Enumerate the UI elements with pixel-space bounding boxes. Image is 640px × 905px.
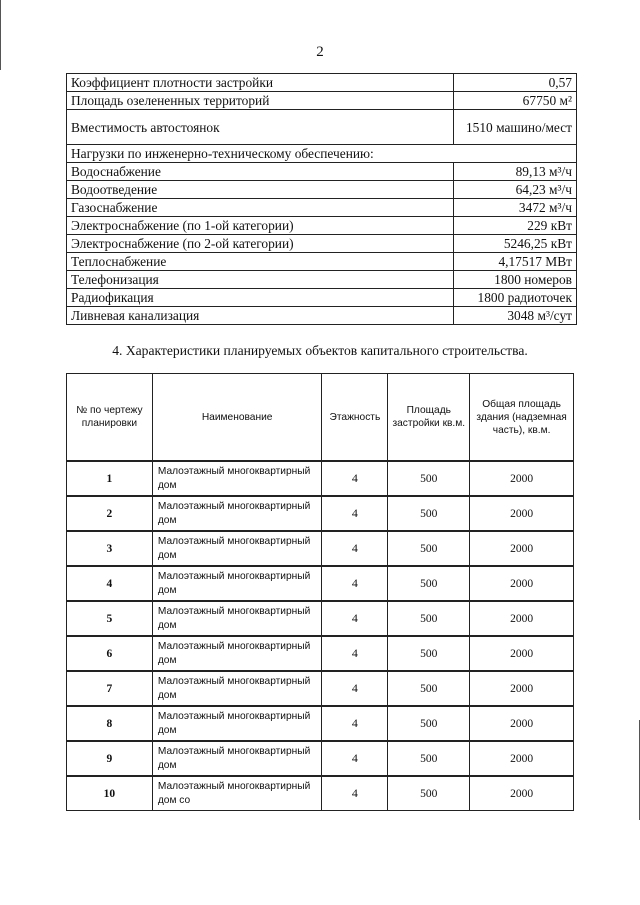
table-row (67, 706, 574, 741)
indicator-label: Водоотведение (67, 181, 454, 199)
row-floors: 4 (322, 601, 388, 636)
row-footprint: 500 (388, 601, 470, 636)
row-total-area: 2000 (470, 531, 574, 566)
indicator-value: 1800 радиоточек (454, 289, 577, 307)
indicator-value: 64,23 м³/ч (454, 181, 577, 199)
objects-table (66, 373, 574, 811)
row-footprint: 500 (388, 461, 470, 496)
row-footprint: 500 (388, 671, 470, 706)
indicator-row (67, 199, 577, 217)
row-floors: 4 (322, 566, 388, 601)
indicator-value: 0,57 (454, 74, 577, 92)
indicator-label: Радиофикация (67, 289, 454, 307)
row-footprint: 500 (388, 706, 470, 741)
row-floors: 4 (322, 741, 388, 776)
row-number: 7 (67, 671, 153, 706)
indicator-value: 229 кВт (454, 217, 577, 235)
indicator-row (67, 145, 577, 163)
header-total-area: Общая площадь здания (надземная часть), кв.м. (470, 374, 574, 462)
table-row (67, 636, 574, 671)
indicators-table (66, 73, 577, 325)
row-name: Малоэтажный многоквартирный дом (152, 566, 322, 601)
row-name: Малоэтажный многоквартирный дом (152, 671, 322, 706)
row-total-area: 2000 (470, 741, 574, 776)
header-number: № по чертежу планировки (67, 374, 153, 462)
indicator-row (67, 289, 577, 307)
header-name: Наименование (152, 374, 322, 462)
row-name: Малоэтажный многоквартирный дом (152, 741, 322, 776)
indicator-value: 1800 номеров (454, 271, 577, 289)
header-floors: Этажность (322, 374, 388, 462)
row-name: Малоэтажный многоквартирный дом (152, 496, 322, 531)
indicator-value: 4,17517 МВт (454, 253, 577, 271)
row-number: 1 (67, 461, 153, 496)
indicator-label: Вместимость автостоянок (67, 110, 454, 145)
indicator-row (67, 110, 577, 145)
indicator-label: Электроснабжение (по 1-ой категории) (67, 217, 454, 235)
row-floors: 4 (322, 636, 388, 671)
indicator-label: Газоснабжение (67, 199, 454, 217)
indicator-row (67, 253, 577, 271)
row-number: 4 (67, 566, 153, 601)
row-total-area: 2000 (470, 566, 574, 601)
table-row (67, 776, 574, 811)
row-name: Малоэтажный многоквартирный дом (152, 461, 322, 496)
row-footprint: 500 (388, 531, 470, 566)
row-footprint: 500 (388, 636, 470, 671)
row-name: Малоэтажный многоквартирный дом (152, 601, 322, 636)
objects-table-header (67, 374, 574, 462)
scan-edge-mark (0, 0, 1, 70)
indicator-label: Телефонизация (67, 271, 454, 289)
row-number: 6 (67, 636, 153, 671)
indicator-row (67, 235, 577, 253)
row-floors: 4 (322, 496, 388, 531)
row-total-area: 2000 (470, 776, 574, 811)
indicator-row (67, 181, 577, 199)
indicator-value: 3472 м³/ч (454, 199, 577, 217)
indicator-label: Теплоснабжение (67, 253, 454, 271)
indicator-row (67, 271, 577, 289)
row-footprint: 500 (388, 496, 470, 531)
table-row (67, 601, 574, 636)
row-name: Малоэтажный многоквартирный дом (152, 531, 322, 566)
row-number: 10 (67, 776, 153, 811)
indicator-row (67, 74, 577, 92)
page-number: 2 (316, 44, 324, 60)
row-footprint: 500 (388, 566, 470, 601)
indicator-value: 5246,25 кВт (454, 235, 577, 253)
indicator-row (67, 217, 577, 235)
indicator-row (67, 92, 577, 110)
row-name: Малоэтажный многоквартирный дом (152, 636, 322, 671)
indicator-label: Ливневая канализация (67, 307, 454, 325)
row-total-area: 2000 (470, 636, 574, 671)
row-floors: 4 (322, 531, 388, 566)
table-row (67, 741, 574, 776)
row-total-area: 2000 (470, 461, 574, 496)
row-total-area: 2000 (470, 496, 574, 531)
row-number: 9 (67, 741, 153, 776)
row-number: 2 (67, 496, 153, 531)
row-footprint: 500 (388, 741, 470, 776)
indicator-value: 89,13 м³/ч (454, 163, 577, 181)
row-floors: 4 (322, 671, 388, 706)
row-number: 5 (67, 601, 153, 636)
indicator-group-heading: Нагрузки по инженерно-техническому обеспечению: (67, 145, 577, 163)
table-row (67, 671, 574, 706)
table-row (67, 566, 574, 601)
row-floors: 4 (322, 461, 388, 496)
indicator-value: 1510 машино/мест (454, 110, 577, 145)
indicator-row (67, 163, 577, 181)
row-number: 3 (67, 531, 153, 566)
table-row (67, 496, 574, 531)
indicator-value: 3048 м³/сут (454, 307, 577, 325)
table-row (67, 461, 574, 496)
indicator-label: Площадь озелененных территорий (67, 92, 454, 110)
indicator-label: Электроснабжение (по 2-ой категории) (67, 235, 454, 253)
row-number: 8 (67, 706, 153, 741)
row-total-area: 2000 (470, 671, 574, 706)
indicator-value: 67750 м² (454, 92, 577, 110)
row-total-area: 2000 (470, 601, 574, 636)
row-total-area: 2000 (470, 706, 574, 741)
header-footprint: Площадь застройки кв.м. (388, 374, 470, 462)
indicator-label: Водоснабжение (67, 163, 454, 181)
row-floors: 4 (322, 776, 388, 811)
row-name: Малоэтажный многоквартирный дом со (152, 776, 322, 811)
indicator-label: Коэффициент плотности застройки (67, 74, 454, 92)
row-floors: 4 (322, 706, 388, 741)
section-title: 4. Характеристики планируемых объектов капитального строительства. (112, 343, 528, 358)
row-footprint: 500 (388, 776, 470, 811)
row-name: Малоэтажный многоквартирный дом (152, 706, 322, 741)
indicator-row (67, 307, 577, 325)
table-row (67, 531, 574, 566)
